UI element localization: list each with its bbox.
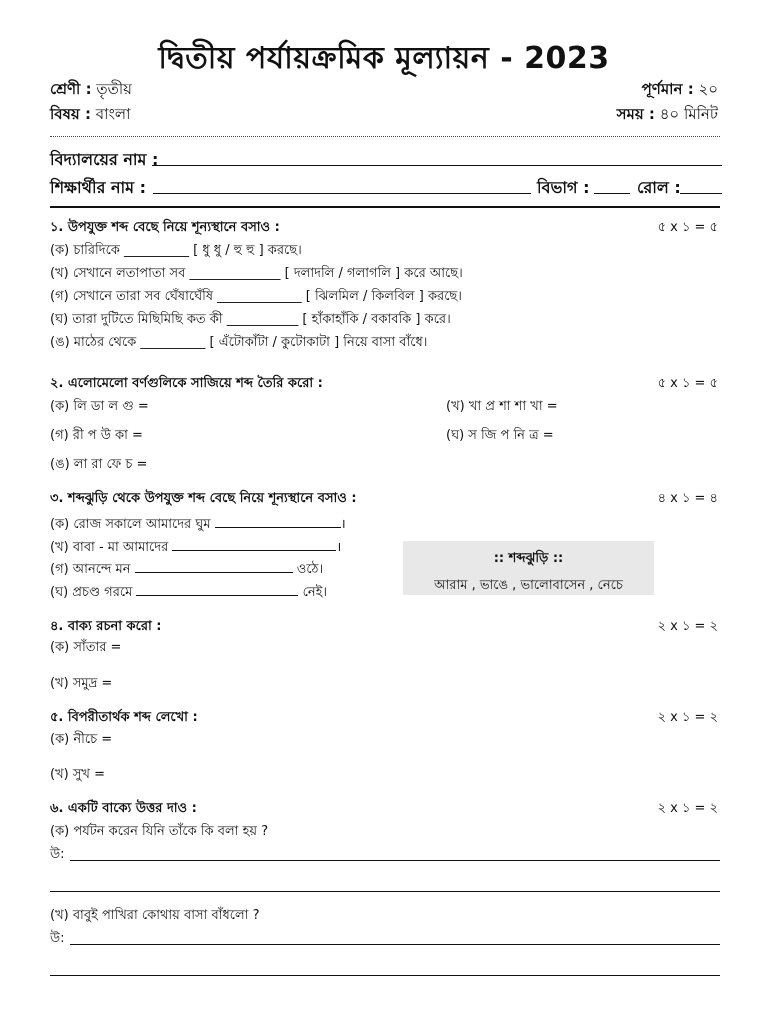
q6-question: (ক) পর্যটন করেন যিনি তাঁকে কি বলা হয় ? [50,824,269,839]
q3-blank[interactable] [135,557,293,573]
answer-line[interactable] [70,860,720,861]
q2-item: (ঙ) লা রা ফে চ = [50,457,148,472]
q4-marks: ২ x ১ = ২ [657,619,718,634]
school-name-label: বিদ্যালয়ের নাম : [50,150,159,169]
q3-item-text: (গ) আনন্দে মন [50,562,131,577]
q3-item-text: (ঘ) প্রচণ্ড গরমে [50,585,133,600]
header-divider [50,206,720,208]
time-info [617,103,718,128]
q3-item-end: নেই। [302,585,328,600]
q6-question: (খ) বাবুই পাখিরা কোথায় বাসা বাঁধলো ? [50,908,260,923]
answer-label: উ: [50,847,65,862]
time-value: ৪০ মিনিট [659,105,718,123]
q4-item: (খ) সমুদ্র = [50,676,113,691]
q5-item: (ক) নীচে = [50,732,113,747]
section-label: বিভাগ : [537,178,590,197]
roll-input[interactable] [680,193,722,194]
q6-marks: ২ x ১ = ২ [657,801,718,816]
answer-line[interactable] [70,944,720,945]
subject-label: বিষয় : [50,105,91,123]
q2-item: (ঘ) স জি প নি ত্র = [446,428,554,443]
q5-item: (খ) সুখ = [50,767,105,782]
answer-line[interactable] [50,975,720,976]
q2-item: (ক) লি ডা ল গু = [50,399,149,414]
word-box [403,541,654,595]
subject-info [50,103,130,128]
q1-item: (ঙ) মাঠের থেকে __________ [ এঁটোকাঁটা / কুটোকাটা ] নিয়ে বাসা বাঁধে। [50,335,428,350]
q3-item-text: (ক) রোজ সকালে আমাদের ঘুম [50,517,211,532]
roll-label: রোল : [637,178,681,197]
q2-title: ২. এলোমেলো বর্ণগুলিকে সাজিয়ে শব্দ তৈরি করো : [50,376,323,391]
q1-item: (খ) সেখানে লতাপাতা সব ______________ [ দলাদলি / গলাগলি ] করে আছে। [50,266,463,281]
class-value: তৃতীয় [96,80,132,98]
q3-item [50,512,346,536]
school-name-input[interactable] [152,165,722,166]
answer-line[interactable] [50,891,720,892]
fullmarks-value: ২০ [698,80,718,98]
fullmarks-info [642,78,718,103]
q1-title: ১. উপযুক্ত শব্দ বেছে নিয়ে শূন্যস্থানে বসাও : [50,220,280,235]
q1-marks: ৫ x ১ = ৫ [657,220,718,235]
q3-blank[interactable] [172,535,336,551]
word-box-words: আরাম , ভাঙে , ভালোবাসেন , নেচে [434,578,623,593]
q3-blank[interactable] [215,512,341,528]
q2-marks: ৫ x ১ = ৫ [657,376,718,391]
q3-blank[interactable] [136,580,298,596]
q4-item: (ক) সাঁতার = [50,640,122,655]
class-info [50,78,132,103]
q3-item [50,580,327,604]
q3-item-text: (খ) বাবা - মা আমাদের [50,540,169,555]
q4-title: ৪. বাক্য রচনা করো : [50,619,162,634]
q3-item-end: ওঠে। [296,562,324,577]
q3-title: ৩. শব্দঝুড়ি থেকে উপযুক্ত শব্দ বেছে নিয়ে শূন্যস্থানে বসাও : [50,491,357,506]
time-label: সময় : [616,105,655,123]
word-box-title: :: শব্দঝুড়ি :: [493,551,564,566]
q2-item: (খ) খা প্র শা শা খা = [446,399,558,414]
school-name-row [50,147,158,174]
q3-marks: ৪ x ১ = ৪ [657,491,718,506]
section-input[interactable] [594,193,630,194]
q2-item: (গ) রী প উ কা = [50,428,143,443]
q1-item: (গ) সেখানে তারা সব ঘেঁষাঘেঁষি _____________ [ ঝিলমিল / কিলবিল ] করছে। [50,289,462,304]
student-name-input[interactable] [153,193,531,194]
q6-title: ৬. একটি বাক্যে উত্তর দাও : [50,801,197,816]
q1-item: (ক) চারিদিকে __________ [ ধু ধু / হু হু ] করছে। [50,243,302,258]
q3-item-end: । [336,540,342,555]
student-name-row [50,175,146,202]
fullmarks-label: পূর্ণমান : [641,80,694,98]
q5-title: ৫. বিপরীতার্থক শব্দ লেখো : [50,710,198,725]
q3-item-end: । [340,517,346,532]
q1-item: (ঘ) তারা দুটিতে মিছিমিছি কত কী ___________ [ হাঁকাহাঁকি / বকাবকি ] করে। [50,312,451,327]
dotted-divider [50,136,720,137]
q3-item [50,557,323,581]
q3-item [50,535,341,559]
answer-label: উ: [50,931,65,946]
exam-title: দ্বিতীয় পর্যায়ক্রমিক মূল্যায়ন - 2023 [158,41,610,76]
q5-marks: ২ x ১ = ২ [657,710,718,725]
subject-value: বাংলা [95,105,131,123]
class-label: শ্রেণী : [50,80,92,98]
student-name-label: শিক্ষার্থীর নাম : [50,178,146,197]
